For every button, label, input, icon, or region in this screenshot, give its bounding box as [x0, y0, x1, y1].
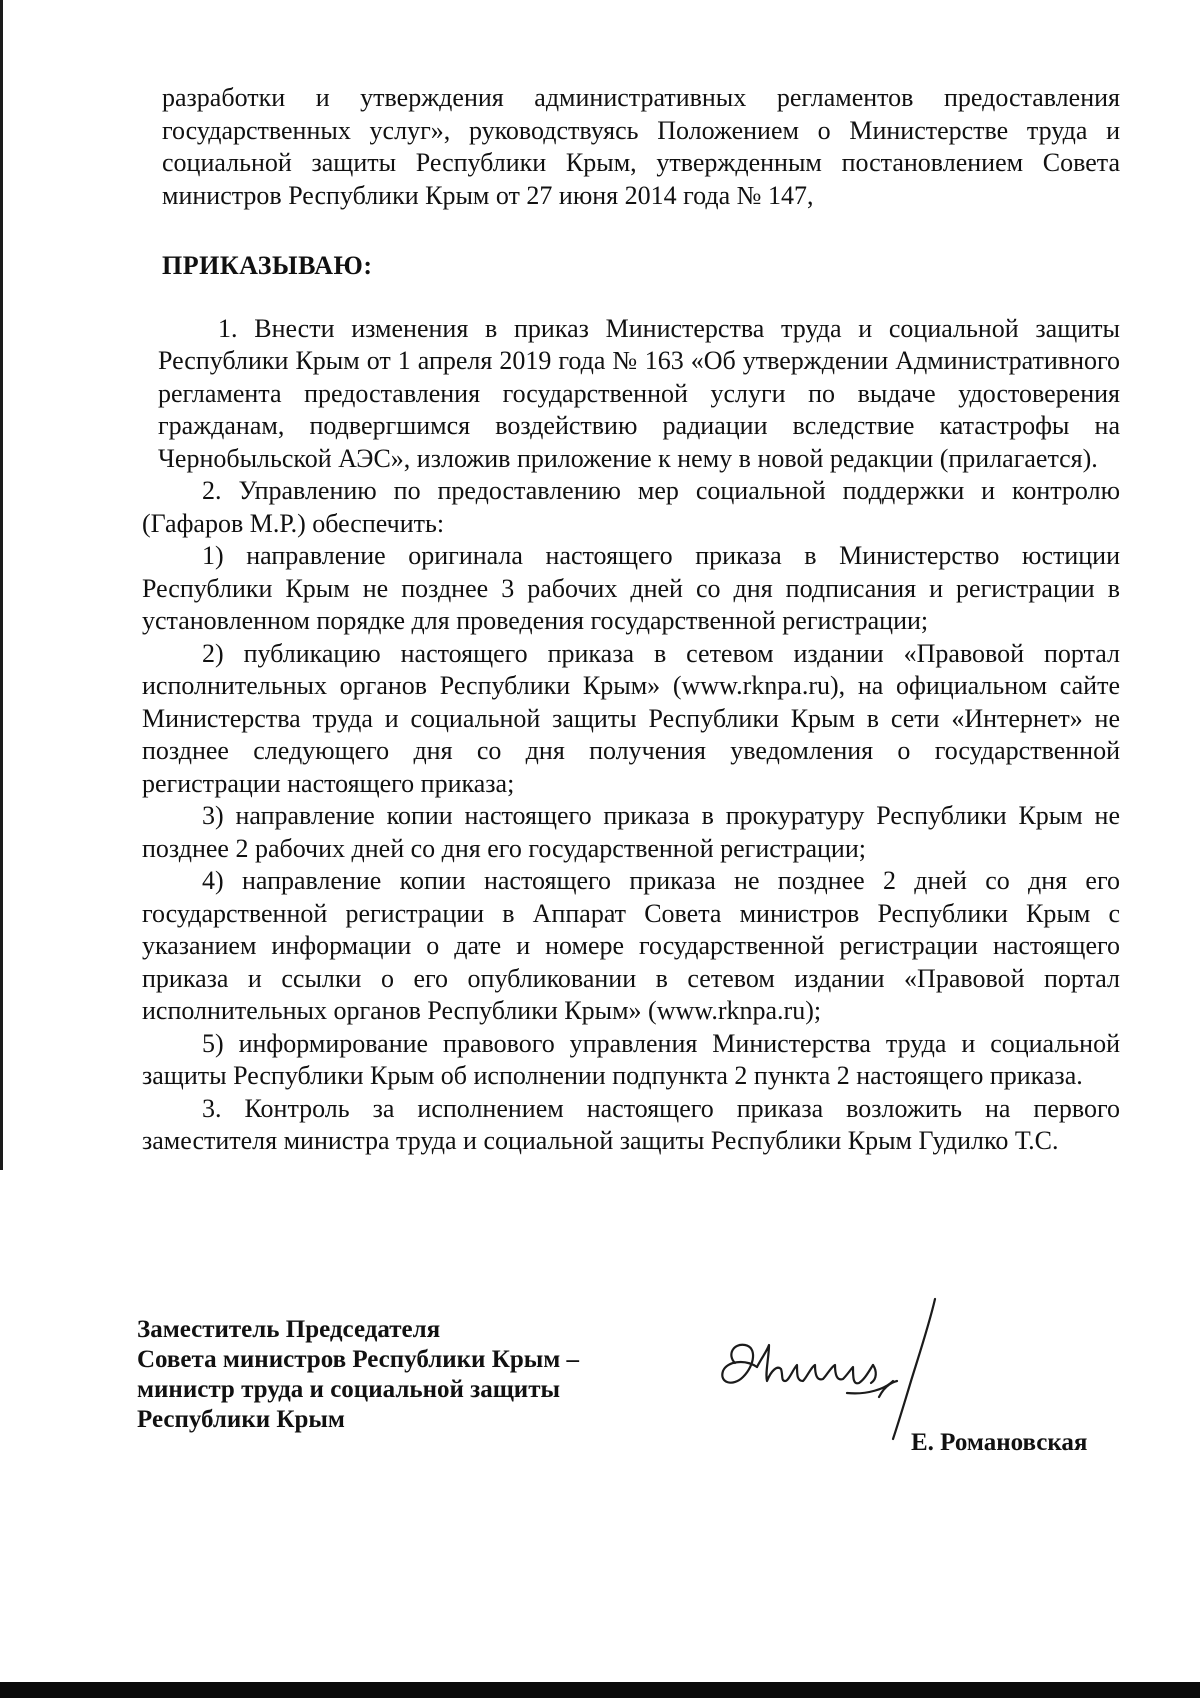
document-body — [140, 82, 1120, 1158]
intro-paragraph: разработки и утверждения административных регламентов предоставления государственных услуг», руководствуясь Положением о Министерстве труда и социальной защиты Республики Крым, утвержденным постановлением Совета министров Республики Крым от 27 июня 2014 года № 147, — [162, 83, 1120, 210]
item-2-directorate: 2. Управлению по предоставлению мер социальной поддержки и контролю (Гафаров М.Р.) обеспечить: — [142, 476, 1120, 538]
item-3-control: 3. Контроль за исполнением настоящего приказа возложить на первого заместителя министра труда и социальной защиты Республики Крым Гудилко Т.С. — [142, 1093, 1120, 1155]
subitem-1-ministry-of-justice: 1) направление оригинала настоящего приказа в Министерство юстиции Республики Крым не позднее 3 рабочих дней со дня подписания и регистрации в установленном порядке для проведения государственной регистрации; — [142, 541, 1120, 635]
signer-title-line: Заместитель Председателя — [137, 1316, 441, 1343]
item-1-amend-order: 1. Внести изменения в приказ Министерства труда и социальной защиты Республики Крым от 1 апреля 2019 года № 163 «Об утверждении Административного регламента предоставления государственной услуги по выдаче удостоверения гражданам, подвергшимся воздействию радиации вследствие катастрофы на Чернобыльской АЭС», изложив приложение к нему в новой редакции (прилагается). — [158, 313, 1120, 473]
signature-block — [137, 1315, 1137, 1515]
signer-title-line: Совета министров Республики Крым – — [137, 1346, 580, 1373]
signer-title-line: Республики Крым — [137, 1406, 345, 1433]
scan-left-edge — [0, 0, 3, 1170]
subitem-2-publication: 2) публикацию настоящего приказа в сетевом издании «Правовой портал исполнительных органов Республики Крым» (www.rknpa.ru), на официальном сайте Министерства труда и социальной защиты Республики Крым в сети «Интернет» не позднее следующего дня со дня получения уведомления о государственной регистрации настоящего приказа; — [142, 638, 1120, 798]
subitem-5-legal-department: 5) информирование правового управления Министерства труда и социальной защиты Республики Крым об исполнении подпункта 2 пункта 2 настоящего приказа. — [142, 1028, 1120, 1090]
scan-bottom-edge — [0, 1682, 1200, 1698]
subitem-3-prosecutor-copy: 3) направление копии настоящего приказа в прокуратуру Республики Крым не позднее 2 рабочих дней со дня его государственной регистрации; — [142, 801, 1120, 863]
signer-title-line: министр труда и социальной защиты — [137, 1376, 560, 1403]
signer-name: Е. Романовская — [911, 1429, 1088, 1456]
item-2-block — [142, 475, 1120, 1158]
signer-title — [137, 1315, 697, 1435]
order-heading: ПРИКАЗЫВАЮ: — [162, 251, 373, 280]
handwritten-signature — [697, 1285, 957, 1445]
subitem-4-council-apparatus: 4) направление копии настоящего приказа не позднее 2 дней со дня его государственной регистрации в Аппарат Совета министров Республики Крым с указанием информации о дате и номере государственной регистрации настоящего приказа и ссылки о его опубликовании в сетевом издании «Правовой портал исполнительных органов Республики Крым» (www.rknpa.ru); — [142, 866, 1120, 1025]
